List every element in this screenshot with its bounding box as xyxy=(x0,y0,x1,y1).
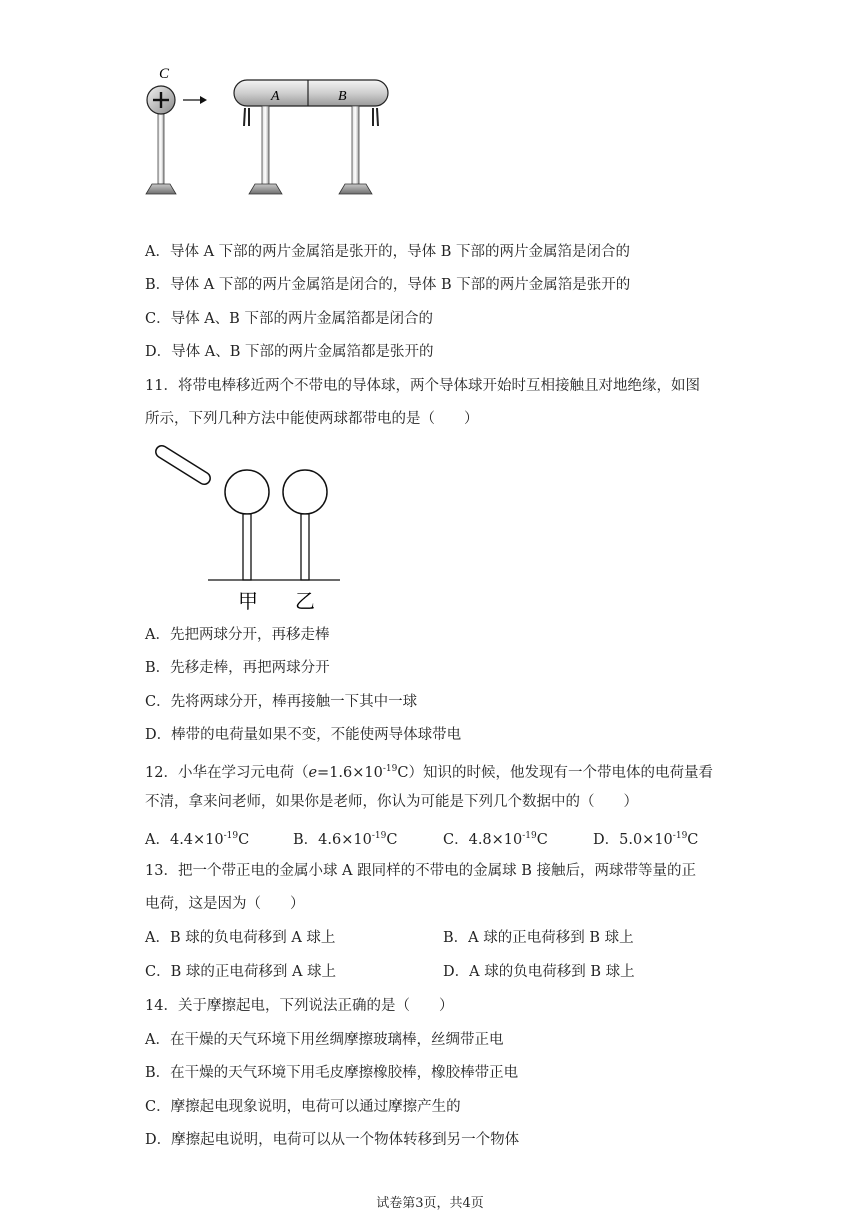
figure-two-spheres xyxy=(150,440,350,615)
q13-option-b: B．A 球的正电荷移到 B 球上 xyxy=(443,930,634,946)
q14-option-c: C．摩擦起电现象说明，电荷可以通过摩擦产生的 xyxy=(145,1099,461,1115)
q11-option-a: A．先把两球分开，再移走棒 xyxy=(145,627,330,643)
label-a: A xyxy=(271,89,280,104)
label-yi: 乙 xyxy=(295,589,315,613)
q13-stem-line2: 电荷，这是因为（ ） xyxy=(145,896,305,912)
q10-option-b: B．导体 A 下部的两片金属箔是闭合的，导体 B 下部的两片金属箔是张开的 xyxy=(145,277,631,293)
base-b xyxy=(339,184,372,194)
pole-b xyxy=(352,106,359,186)
label-jia: 甲 xyxy=(238,589,258,613)
q12-option-c: C．$4.8\times 10^{-19}C$ xyxy=(443,831,548,848)
q12-option-a: A．$4.4\times 10^{-19}C$ xyxy=(145,831,250,848)
charged-rod xyxy=(154,443,213,486)
q11-option-d: D．棒带的电荷量如果不变，不能使两导体球带电 xyxy=(145,727,462,743)
base-a xyxy=(249,184,282,194)
q11-option-c: C．先将两球分开，棒再接触一下其中一球 xyxy=(145,694,418,710)
label-c: C xyxy=(159,66,170,82)
stand-yi xyxy=(301,514,309,580)
q11-stem-line1: 11．将带电棒移近两个不带电的导体球，两个导体球开始时互相接触且对地绝缘，如图 xyxy=(145,378,700,394)
pole-a xyxy=(262,106,269,186)
conductor-bar xyxy=(234,80,388,106)
stand-jia xyxy=(243,514,251,580)
sphere-yi xyxy=(283,470,327,514)
q14-option-a: A．在干燥的天气环境下用丝绸摩擦玻璃棒，丝绸带正电 xyxy=(145,1032,504,1048)
arrow-right-icon xyxy=(183,96,207,104)
q12-option-d: D．$5.0\times 10^{-19}C$ xyxy=(593,831,699,848)
page-footer: 试卷第3页，共4页 xyxy=(376,1196,484,1211)
pole-c xyxy=(158,114,164,184)
q10-option-d: D．导体 A、B 下部的两片金属箔都是张开的 xyxy=(145,344,434,360)
sphere-jia xyxy=(225,470,269,514)
q13-option-a: A．B 球的负电荷移到 A 球上 xyxy=(145,930,336,946)
q11-stem-line2: 所示，下列几种方法中能使两球都带电的是（ ） xyxy=(145,411,479,427)
q12-stem-line2: 不清，拿来问老师，如果你是老师，你认为可能是下列几个数据中的（ ） xyxy=(145,794,638,810)
q10-option-c: C．导体 A、B 下部的两片金属箔都是闭合的 xyxy=(145,311,433,327)
figure-conductors xyxy=(140,60,400,200)
q13-option-d: D．A 球的负电荷移到 B 球上 xyxy=(443,964,635,980)
q10-option-a: A．导体 A 下部的两片金属箔是张开的，导体 B 下部的两片金属箔是闭合的 xyxy=(145,244,631,260)
label-b: B xyxy=(338,89,347,104)
q12-option-b: B．$4.6\times 10^{-19}C$ xyxy=(293,831,398,848)
q13-stem-line1: 13．把一个带正电的金属小球 A 跟同样的不带电的金属球 B 接触后，两球带等量的正 xyxy=(145,863,697,879)
q13-option-c: C．B 球的正电荷移到 A 球上 xyxy=(145,964,337,980)
q12-stem-line1: 12．小华在学习元电荷$(e=1.6\times 10^{-19}C)$知识的时候，他发现有一个带电体的电荷量看 xyxy=(145,764,713,781)
q14-option-d: D．摩擦起电说明，电荷可以从一个物体转移到另一个物体 xyxy=(145,1132,520,1148)
base-c xyxy=(146,184,176,194)
q14-stem: 14．关于摩擦起电，下列说法正确的是（ ） xyxy=(145,998,454,1014)
q11-option-b: B．先移走棒，再把两球分开 xyxy=(145,660,330,676)
q14-option-b: B．在干燥的天气环境下用毛皮摩擦橡胶棒，橡胶棒带正电 xyxy=(145,1065,519,1081)
